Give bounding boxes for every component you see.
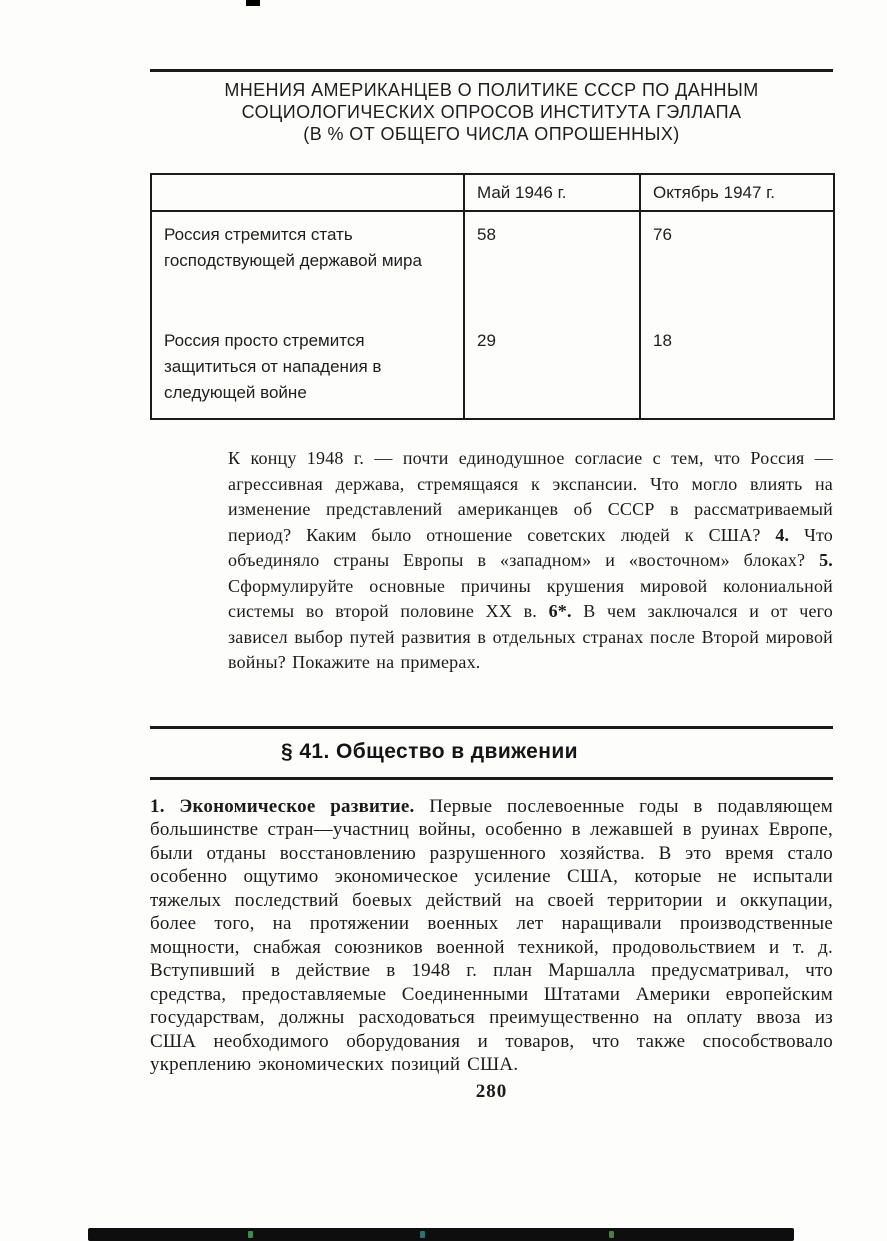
body-text-run: Первые послевоенные годы в подавляющем большинстве стран—участниц войны, особенно в лежавшей в руинах Европе, были отданы восстановлению разрушенного хозяйства. В это время стало особенно ощутимо экономическое усиление США, которые не испытали тяжелых последствий боевых действий на своей территории и оккупации, более того, на протяжении военных лет наращивали производственные мощности, снабжая союзников военной техникой, продовольствием и т. д. Вступивший в действие в 1948 г. план Маршалла предусматривал, что средства, предоставляемые Соединенными Штатами Америки европейским государствам, должны расходоваться преимущественно на оплату ввоза из США необходимого оборудования и товаров, что также способствовало укреплению экономических позиций США. — [150, 795, 833, 1075]
table-row-self-defense — [151, 318, 834, 419]
survey-title-line-2: СОЦИОЛОГИЧЕСКИХ ОПРОСОВ ИНСТИТУТА ГЭЛЛАПА — [241, 102, 742, 122]
table-row-dominant-power — [151, 211, 834, 318]
questions-paragraph: К концу 1948 г. — почти единодушное согласие с тем, что Россия — агрессивная держава, стремящаяся к экспансии. Что могло влиять на изменение представлений американцев об СССР в рассматриваемый период? Каким было отношение советских людей к США? 4. Что объединяло страны Европы в «западном» и «восточном» блоках? 5. Сформулируйте основные причины крушения мировой колониальной системы во второй половине XX в. 6*. В чем заключался и от чего зависел выбор путей развития в отдельных странах после Второй мировой войны? Покажите на примерах. — [228, 448, 833, 672]
page-content — [150, 0, 833, 1103]
section-heading: § 41. Общество в движении — [281, 739, 578, 763]
statement-cell: Россия стремится стать господствующей державой мира — [164, 225, 422, 270]
page-number: 280 — [475, 1080, 508, 1102]
table-header-row — [151, 174, 834, 211]
table-header-may-1946: Май 1946 г. — [464, 174, 640, 211]
table-header-oct-1947: Октябрь 1947 г. — [640, 174, 834, 211]
body-paragraph — [150, 795, 833, 1077]
statement-cell: Россия просто стремится защититься от нападения в следующей войне — [164, 331, 382, 402]
scan-color-speck — [609, 1231, 614, 1238]
survey-title-line-1: МНЕНИЯ АМЕРИКАНЦЕВ О ПОЛИТИКЕ СССР ПО ДАННЫМ — [224, 80, 759, 100]
survey-table — [150, 173, 835, 420]
title-top-rule — [150, 69, 833, 72]
section-top-rule — [150, 726, 833, 729]
body-lead-bold: 1. Экономическое развитие. — [150, 795, 415, 817]
table-header-empty — [151, 174, 464, 211]
scan-color-speck — [248, 1231, 253, 1238]
scan-color-speck — [420, 1231, 425, 1238]
survey-title-line-3: (В % ОТ ОБЩЕГО ЧИСЛА ОПРОШЕННЫХ) — [303, 124, 680, 144]
value-cell-oct-1947: 18 — [640, 318, 834, 419]
value-cell-may-1946: 58 — [464, 211, 640, 318]
section-bottom-rule — [150, 777, 833, 780]
survey-title — [150, 79, 833, 145]
value-cell-may-1946: 29 — [464, 318, 640, 419]
scan-artifact-bar — [88, 1228, 794, 1241]
value-cell-oct-1947: 76 — [640, 211, 834, 318]
